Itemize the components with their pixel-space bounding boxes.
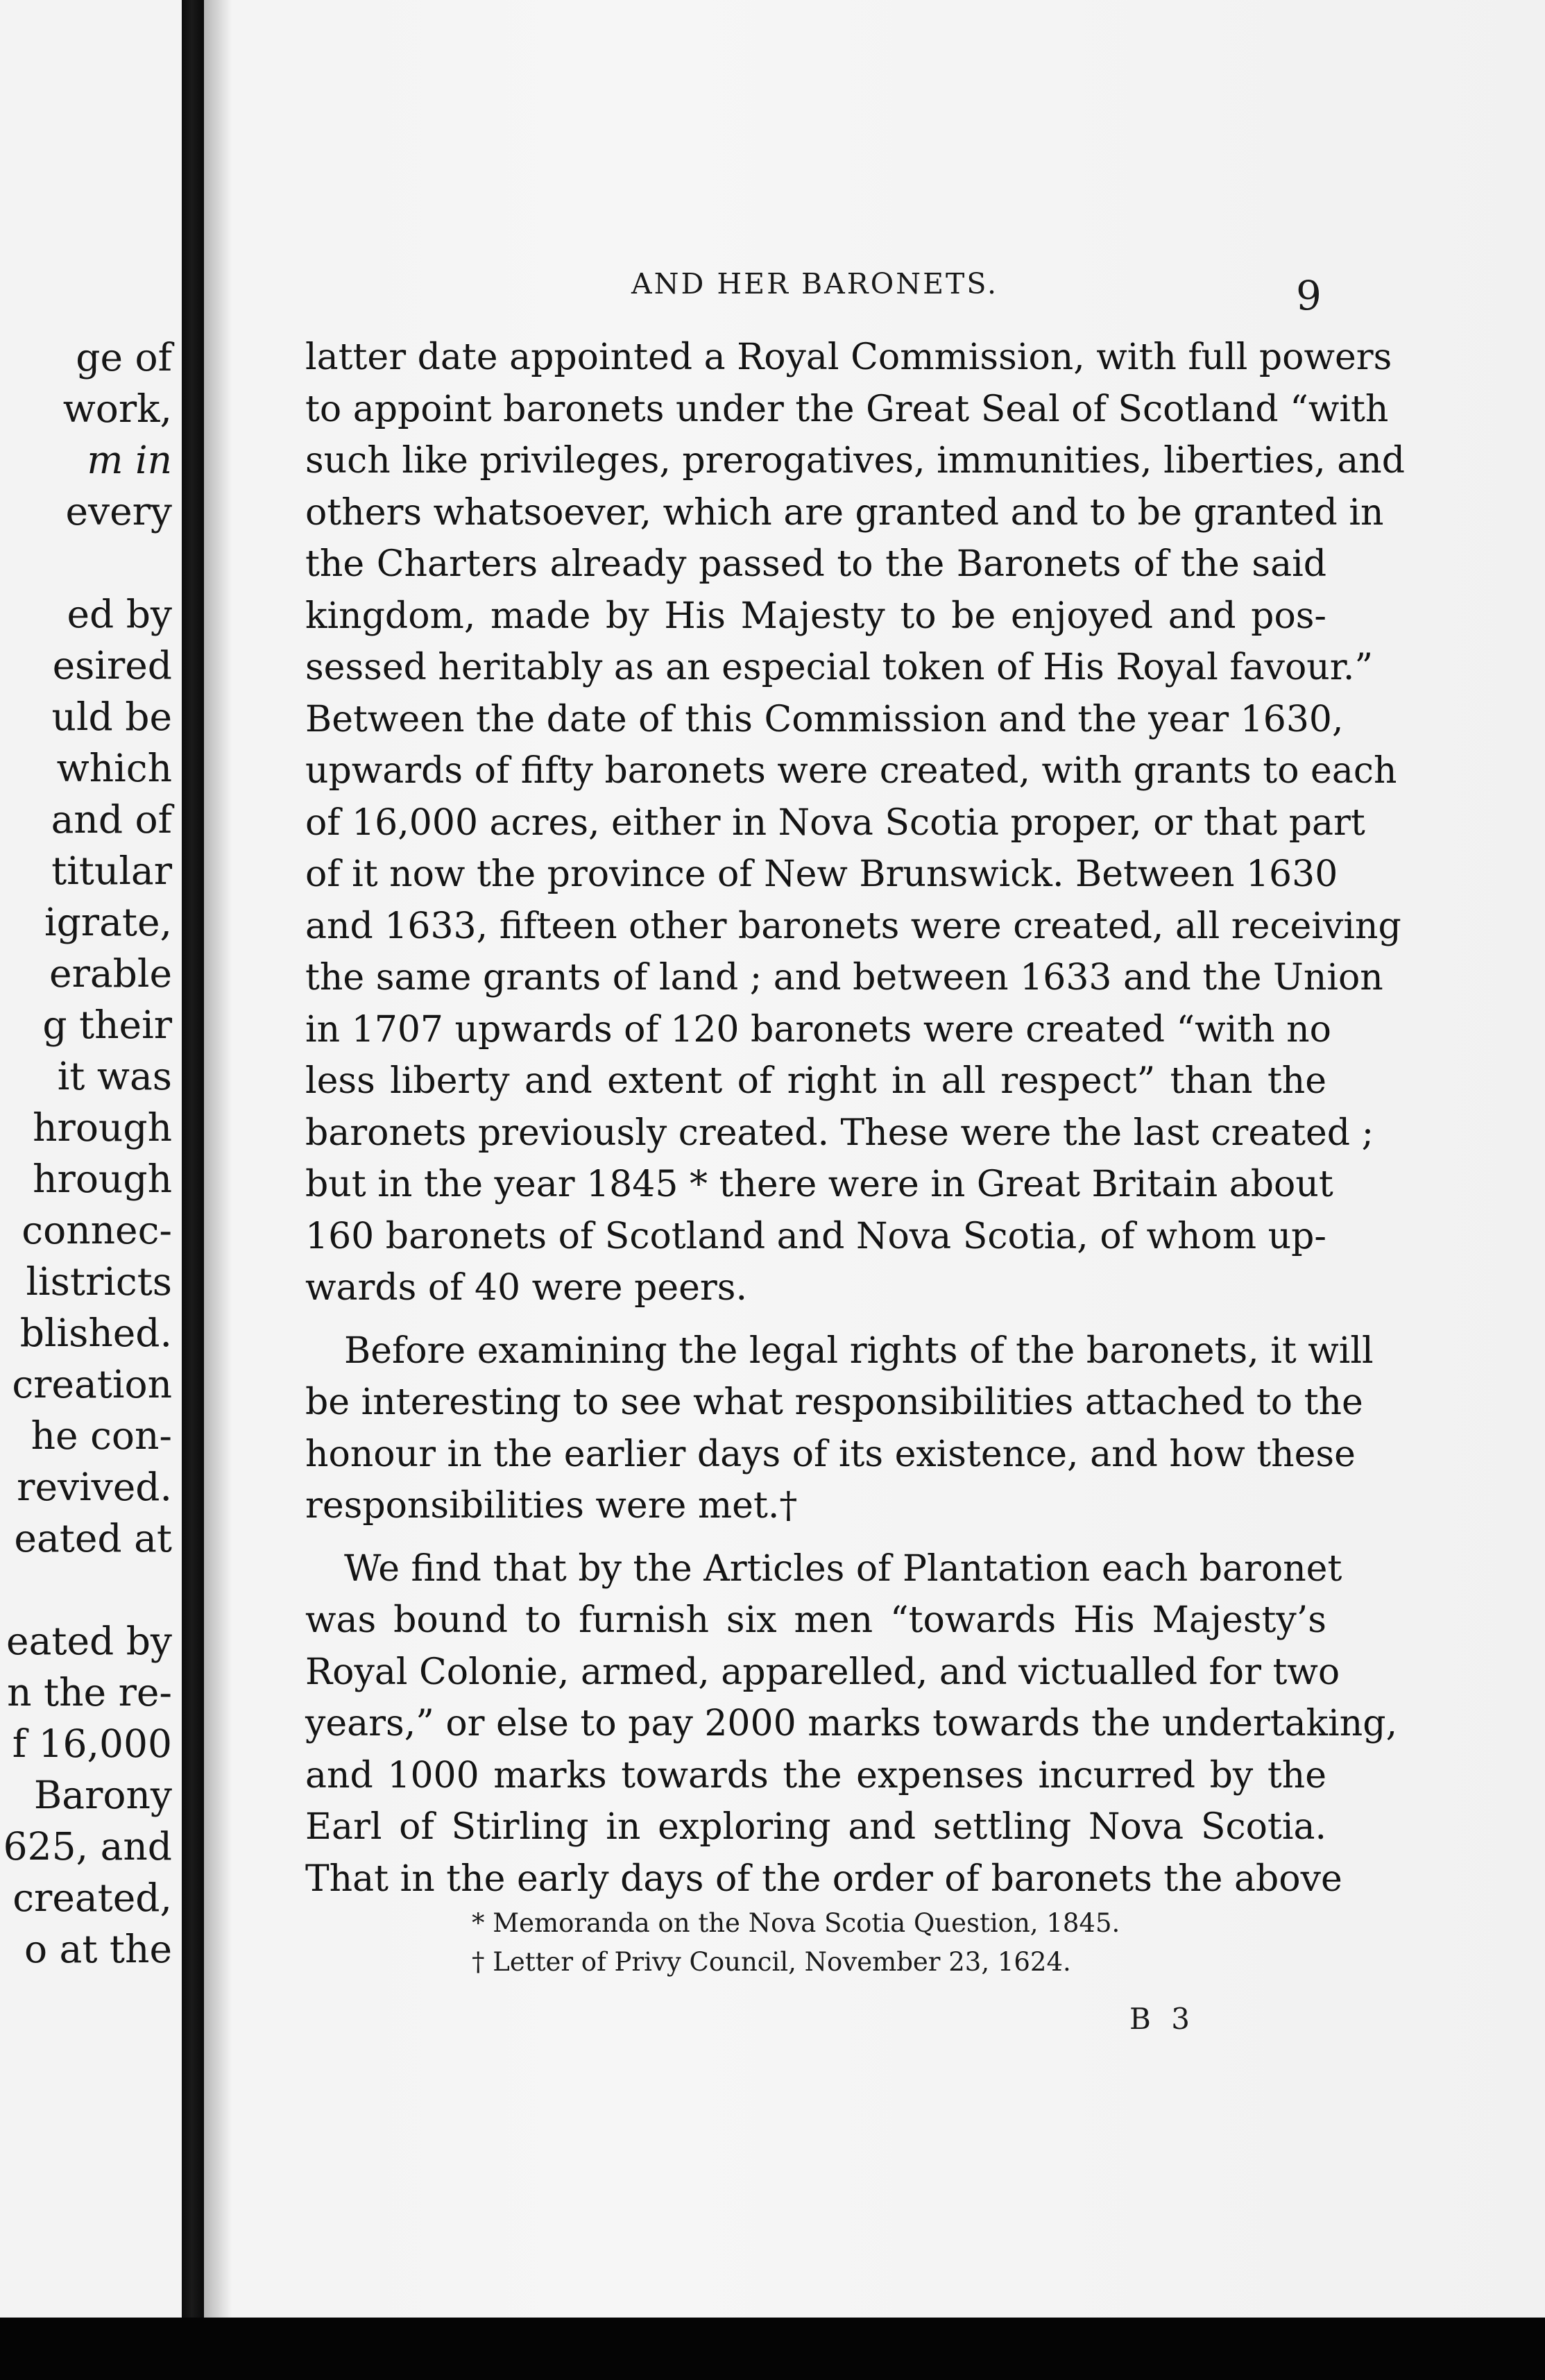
text-line: in 1707 upwards of 120 baronets were created “with no bbox=[305, 1008, 1331, 1051]
text-line: kingdom, made by His Majesty to be enjoyed and pos- bbox=[305, 595, 1326, 637]
body-text bbox=[305, 332, 1406, 1905]
left-page-fragment: work, bbox=[62, 386, 172, 431]
text-line: of 16,000 acres, either in Nova Scotia proper, or that part bbox=[305, 801, 1365, 844]
text-line: responsibilities were met.† bbox=[305, 1485, 798, 1527]
text-line: Before examining the legal rights of the baronets, it will bbox=[344, 1329, 1374, 1372]
footnote: † Letter of Privy Council, November 23, 1624. bbox=[472, 1947, 1071, 1977]
text-line: That in the early days of the order of baronets the above bbox=[305, 1858, 1342, 1900]
left-page-fragment: blished. bbox=[19, 1311, 172, 1355]
left-page-edge bbox=[0, 0, 182, 2318]
left-page-fragment: uld be bbox=[51, 695, 172, 739]
text-line: Earl of Stirling in exploring and settling Nova Scotia. bbox=[305, 1806, 1326, 1848]
text-line: Royal Colonie, armed, apparelled, and victualled for two bbox=[305, 1651, 1340, 1693]
text-line: and 1000 marks towards the expenses incurred by the bbox=[305, 1754, 1326, 1796]
left-page-fragment: eated by bbox=[6, 1619, 172, 1663]
left-page-fragment: ge of bbox=[76, 335, 172, 380]
left-page-fragment: he con- bbox=[31, 1413, 172, 1458]
text-line: We find that by the Articles of Plantation each baronet bbox=[344, 1547, 1342, 1590]
signature-mark: B 3 bbox=[1129, 2002, 1195, 2036]
left-page-fragment: m in bbox=[87, 438, 172, 482]
footnote: * Memoranda on the Nova Scotia Question, 1845. bbox=[472, 1908, 1120, 1938]
text-line: and 1633, fifteen other baronets were created, all receiving bbox=[305, 905, 1401, 947]
page-number: 9 bbox=[1296, 272, 1322, 319]
text-line: sessed heritably as an especial token of His Royal favour.” bbox=[305, 647, 1374, 688]
text-line: less liberty and extent of right in all respect” than the bbox=[305, 1060, 1326, 1102]
text-line: such like privileges, prerogatives, immunities, liberties, and bbox=[305, 440, 1406, 482]
text-line: baronets previously created. These were the last created ; bbox=[305, 1112, 1374, 1154]
text-line: 160 baronets of Scotland and Nova Scotia, of whom up- bbox=[305, 1215, 1326, 1257]
left-page-fragment: 625, and bbox=[3, 1824, 172, 1869]
left-page-fragment: creation bbox=[12, 1362, 172, 1406]
text-line: years,” or else to pay 2000 marks towards the undertaking, bbox=[305, 1703, 1398, 1744]
left-page-fragment: ed by bbox=[67, 592, 172, 636]
text-line: Between the date of this Commission and the year 1630, bbox=[305, 698, 1344, 740]
left-page-fragment: eated at bbox=[14, 1516, 172, 1561]
left-page-fragment: g their bbox=[42, 1003, 172, 1047]
left-page-fragment: erable bbox=[49, 951, 172, 996]
left-page-fragment: hrough bbox=[33, 1157, 172, 1201]
text-line: was bound to furnish six men “towards His Majesty’s bbox=[305, 1599, 1326, 1641]
left-page-fragment: Barony bbox=[33, 1773, 172, 1817]
left-page-fragment: every bbox=[65, 489, 172, 534]
left-page-fragment: f 16,000 bbox=[12, 1722, 172, 1766]
left-page-fragment: o at the bbox=[24, 1927, 172, 1971]
left-page-fragment: and of bbox=[51, 797, 172, 842]
left-page-fragment: it was bbox=[57, 1054, 172, 1098]
running-title: AND HER BARONETS. bbox=[631, 267, 999, 300]
left-page-fragment: titular bbox=[51, 849, 172, 893]
gutter-shadow bbox=[204, 0, 232, 2318]
left-page-fragment: igrate, bbox=[44, 900, 172, 944]
text-line: be interesting to see what responsibilities attached to the bbox=[305, 1382, 1363, 1423]
text-line: of it now the province of New Brunswick. Between 1630 bbox=[305, 853, 1338, 895]
text-line: honour in the earlier days of its existence, and how these bbox=[305, 1433, 1356, 1475]
left-page-fragment: esired bbox=[52, 643, 172, 688]
left-page-fragment: revived. bbox=[17, 1465, 172, 1509]
book-gutter bbox=[182, 0, 204, 2318]
left-page-fragment: which bbox=[56, 746, 172, 790]
text-line: others whatsoever, which are granted and to be granted in bbox=[305, 491, 1384, 534]
left-page-fragment: hrough bbox=[33, 1105, 172, 1150]
text-line: to appoint baronets under the Great Seal of Scotland “with bbox=[305, 388, 1389, 430]
text-line: but in the year 1845 * there were in Great Britain about bbox=[305, 1164, 1333, 1205]
text-line: upwards of fifty baronets were created, with grants to each bbox=[305, 750, 1397, 792]
scan-bottom-edge bbox=[0, 2318, 1545, 2380]
left-page-fragment: connec- bbox=[22, 1208, 172, 1252]
text-line: wards of 40 were peers. bbox=[305, 1267, 747, 1309]
text-line: the same grants of land ; and between 1633 and the Union bbox=[305, 957, 1383, 998]
left-page-fragment: listricts bbox=[26, 1259, 172, 1304]
left-page-fragment: n the re- bbox=[7, 1670, 172, 1715]
text-line: the Charters already passed to the Baronets of the said bbox=[305, 543, 1326, 585]
left-page-fragment: created, bbox=[12, 1876, 172, 1920]
text-line: latter date appointed a Royal Commission, with full powers bbox=[305, 337, 1392, 378]
